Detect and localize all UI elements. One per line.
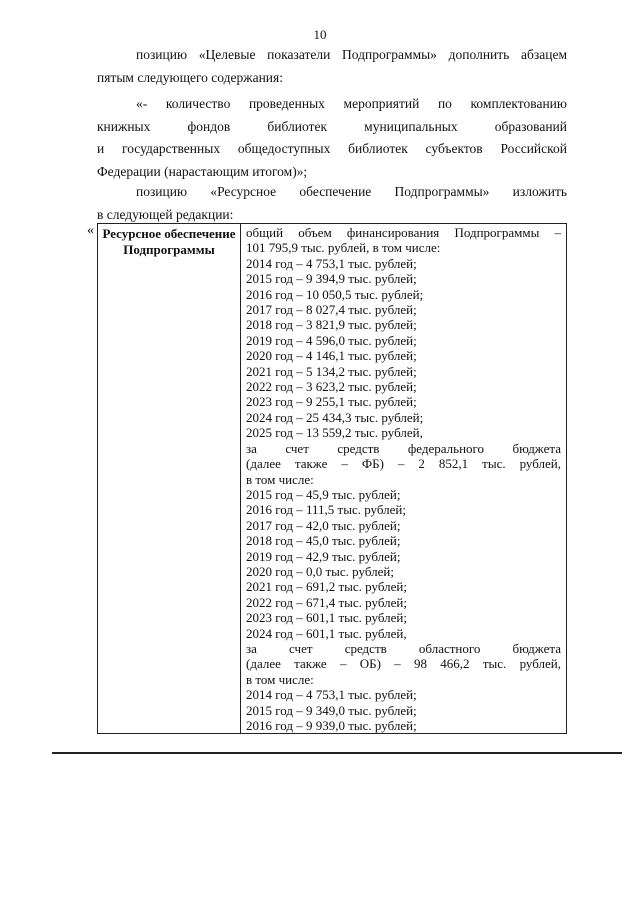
paragraph-quoted-indicator [97, 93, 567, 183]
paragraph-line: книжных фондов библиотек муниципальных образований [97, 118, 567, 134]
entry-line: 2015 год – 9 394,9 тыс. рублей; [246, 271, 417, 287]
paragraph-line: в следующей редакции: [97, 206, 234, 222]
entry-line: 2019 год – 42,9 тыс. рублей; [246, 548, 401, 564]
paragraph-line: «- количество проведенных мероприятий по комплектованию [136, 96, 567, 111]
entry-line: 2019 год – 4 596,0 тыс. рублей; [246, 332, 417, 348]
entry-line: 2020 год – 0,0 тыс. рублей; [246, 563, 394, 579]
paragraph-line: Федерации (нарастающим итогом)»; [97, 163, 308, 179]
entry-line: 2015 год – 45,9 тыс. рублей; [246, 486, 401, 502]
paragraph-line: позицию «Целевые показатели Подпрограммы» дополнить абзацем [136, 47, 567, 62]
entry-line: 2022 год – 671,4 тыс. рублей; [246, 594, 407, 610]
entry-line: (далее также – ОБ) – 98 466,2 тыс. рублей, [246, 656, 561, 672]
entry-line: 2024 год – 601,1 тыс. рублей, [246, 625, 407, 641]
entry-line: 101 795,9 тыс. рублей, в том числе: [246, 240, 441, 256]
entry-line: 2023 год – 601,1 тыс. рублей; [246, 610, 407, 626]
label-cell [98, 224, 241, 734]
table-row [98, 224, 567, 734]
entry-line: 2020 год – 4 146,1 тыс. рублей; [246, 348, 417, 364]
entry-line: 2017 год – 42,0 тыс. рублей; [246, 517, 401, 533]
paragraph-line: и государственных общедоступных библиотек субъектов Российской [97, 141, 567, 156]
resource-table [97, 223, 567, 734]
bottom-rule [52, 752, 622, 754]
entry-line: 2014 год – 4 753,1 тыс. рублей; [246, 687, 417, 703]
entry-line: 2015 год – 9 349,0 тыс. рублей; [246, 702, 417, 718]
entry-line: 2025 год – 13 559,2 тыс. рублей, [246, 425, 423, 441]
page-number: 10 [313, 27, 327, 42]
paragraph-resource-intro [97, 181, 567, 226]
content-cell [241, 224, 567, 734]
paragraph-line: пятым следующего содержания: [97, 69, 283, 85]
entry-line: в том числе: [246, 671, 314, 687]
entry-line: 2021 год – 691,2 тыс. рублей; [246, 579, 407, 595]
paragraph-target-indicators [97, 44, 567, 89]
entry-line: общий объем финансирования Подпрограммы – [246, 225, 561, 240]
entry-line: 2016 год – 10 050,5 тыс. рублей; [246, 286, 424, 302]
entry-line: 2018 год – 45,0 тыс. рублей; [246, 533, 401, 549]
entry-line: 2018 год – 3 821,9 тыс. рублей; [246, 317, 417, 333]
entry-line: 2022 год – 3 623,2 тыс. рублей; [246, 379, 417, 395]
entry-line: в том числе: [246, 471, 314, 487]
paragraph-line: позицию «Ресурсное обеспечение Подпрограммы» изложить [136, 184, 567, 199]
entry-line: за счет средств федерального бюджета [246, 440, 561, 456]
entry-line: 2016 год – 111,5 тыс. рублей; [246, 502, 406, 518]
entry-line: (далее также – ФБ) – 2 852,1 тыс. рублей, [246, 456, 561, 472]
resource-label: Ресурсное обеспечение Подпрограммы [102, 226, 236, 257]
entry-line: 2016 год – 9 939,0 тыс. рублей; [246, 718, 417, 733]
opening-quote-mark: « [87, 223, 94, 238]
entry-line: 2021 год – 5 134,2 тыс. рублей; [246, 363, 417, 379]
entry-line: 2023 год – 9 255,1 тыс. рублей; [246, 394, 417, 410]
entry-line: за счет средств областного бюджета [246, 640, 561, 656]
entry-line: 2017 год – 8 027,4 тыс. рублей; [246, 302, 417, 318]
entry-line: 2014 год – 4 753,1 тыс. рублей; [246, 255, 417, 271]
entry-line: 2024 год – 25 434,3 тыс. рублей; [246, 409, 424, 425]
entry-list [241, 224, 566, 733]
